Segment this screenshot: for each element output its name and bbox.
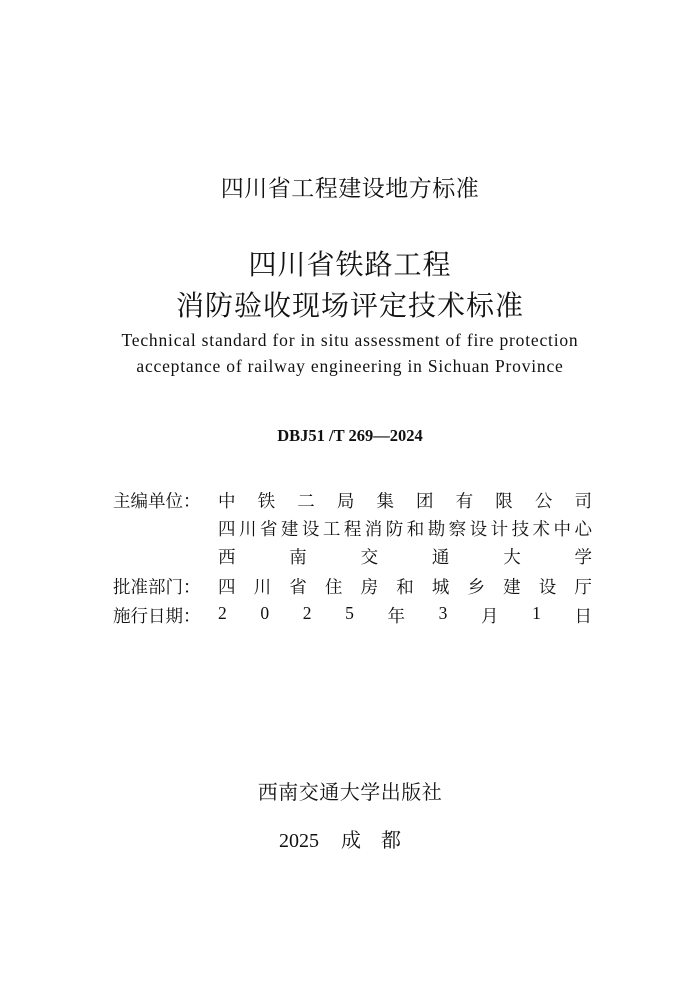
title-line-2: 消防验收现场评定技术标准 bbox=[175, 289, 524, 322]
publication-city: 成都 bbox=[341, 828, 421, 852]
approver-label: 批准部门： bbox=[113, 578, 201, 598]
editor-label: 主编单位： bbox=[113, 492, 201, 512]
series-heading: 四川省工程建设地方标准 bbox=[220, 176, 480, 202]
english-title-line-2: acceptance of railway engineering in Sichuan Province bbox=[136, 356, 564, 376]
publication-place bbox=[0, 824, 700, 853]
editor-3: 西 南 交 通 大 学 bbox=[218, 548, 592, 568]
approver: 四 川 省 住 房 和 城 乡 建 设 厅 bbox=[218, 578, 592, 598]
editor-1: 中 铁 二 局 集 团 有 限 公 司 bbox=[218, 492, 592, 512]
title-line-1: 四川省铁路工程 bbox=[248, 248, 452, 281]
publication-year: 2025 bbox=[279, 830, 319, 852]
standard-code: DBJ51 /T 269—2024 bbox=[277, 426, 423, 445]
date-label: 施行日期： bbox=[113, 607, 201, 627]
effective-date: 2 0 2 5 年 3 月 1 日 bbox=[218, 603, 592, 627]
editor-2: 四 川 省 建 设 工 程 消 防 和 勘 察 设 计 技 术 中 心 bbox=[218, 520, 592, 540]
publisher: 西南交通大学出版社 bbox=[257, 780, 443, 804]
english-title-line-1: Technical standard for in situ assessment of fire protection bbox=[121, 330, 579, 350]
